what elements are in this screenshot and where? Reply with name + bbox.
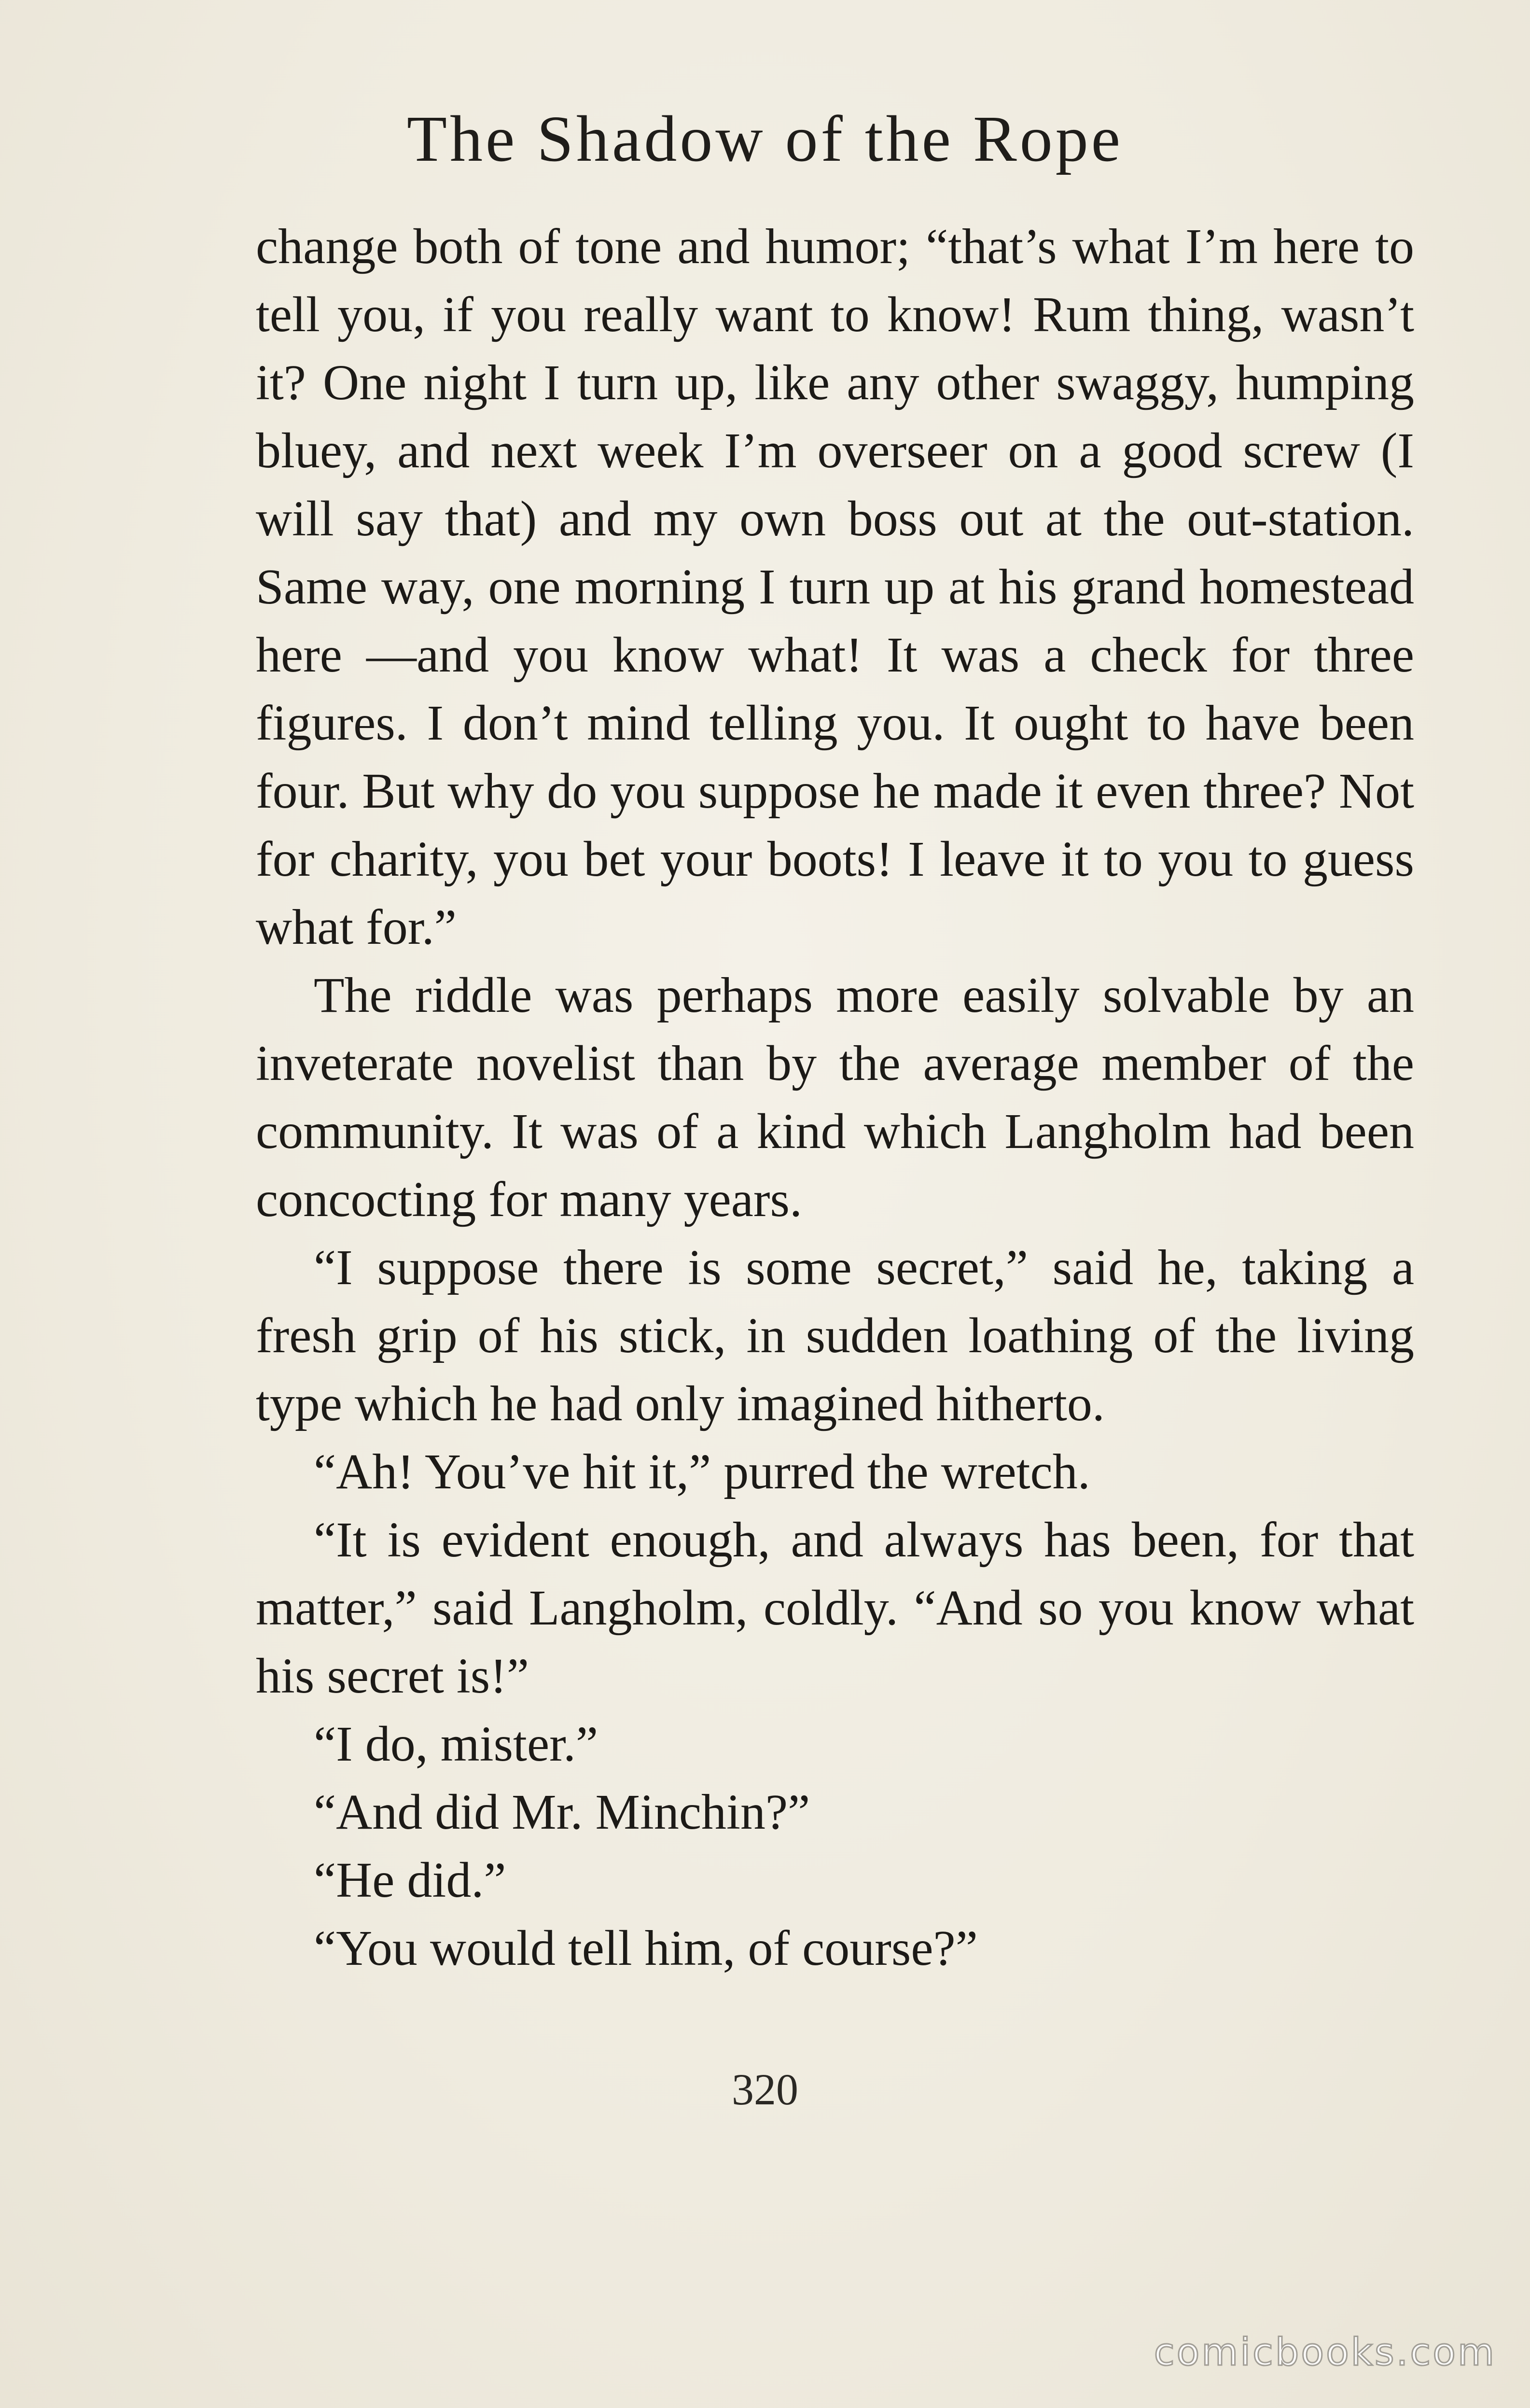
paragraph-5: “It is evident enough, and always has been, for that matter,” said Langholm, coldly. “And so you know what his secret is!”	[256, 1512, 1414, 1704]
paragraph-2: The riddle was perhaps more easily solvable by an inveterate novelist than by the average member of the community. It was of a kind which Langholm had been concocting for many years.	[256, 967, 1414, 1227]
body-text	[256, 212, 1414, 1982]
site-watermark: comicbooks.com	[1154, 2331, 1496, 2374]
paragraph-1: change both of tone and humor; “that’s what I’m here to tell you, if you really want to know! Rum thing, wasn’t it? One night I turn up, like any other swaggy, humping bluey, and next week I’m overseer on a good screw (I will say that) and my own boss out at the out-station. Same way, one morning I turn up at his grand homestead here —and you know what! It was a check for three figures. I don’t mind telling you. It ought to have been four. But why do you suppose he made it even three? Not for charity, you bet your boots! I leave it to you to guess what for.”	[256, 219, 1414, 955]
paragraph-3: “I suppose there is some secret,” said he, taking a fresh grip of his stick, in sudden loathing of the living type which he had only imagined hitherto.	[256, 1240, 1414, 1431]
paragraph-4: “Ah! You’ve hit it,” purred the wretch.	[314, 1444, 1090, 1499]
paragraph-9: “You would tell him, of course?”	[314, 1920, 978, 1976]
running-head: The Shadow of the Rope	[406, 103, 1124, 175]
paragraph-7: “And did Mr. Minchin?”	[314, 1784, 810, 1840]
paragraph-6: “I do, mister.”	[314, 1716, 598, 1772]
page-number: 320	[732, 2065, 798, 2114]
paragraph-8: “He did.”	[314, 1852, 506, 1908]
